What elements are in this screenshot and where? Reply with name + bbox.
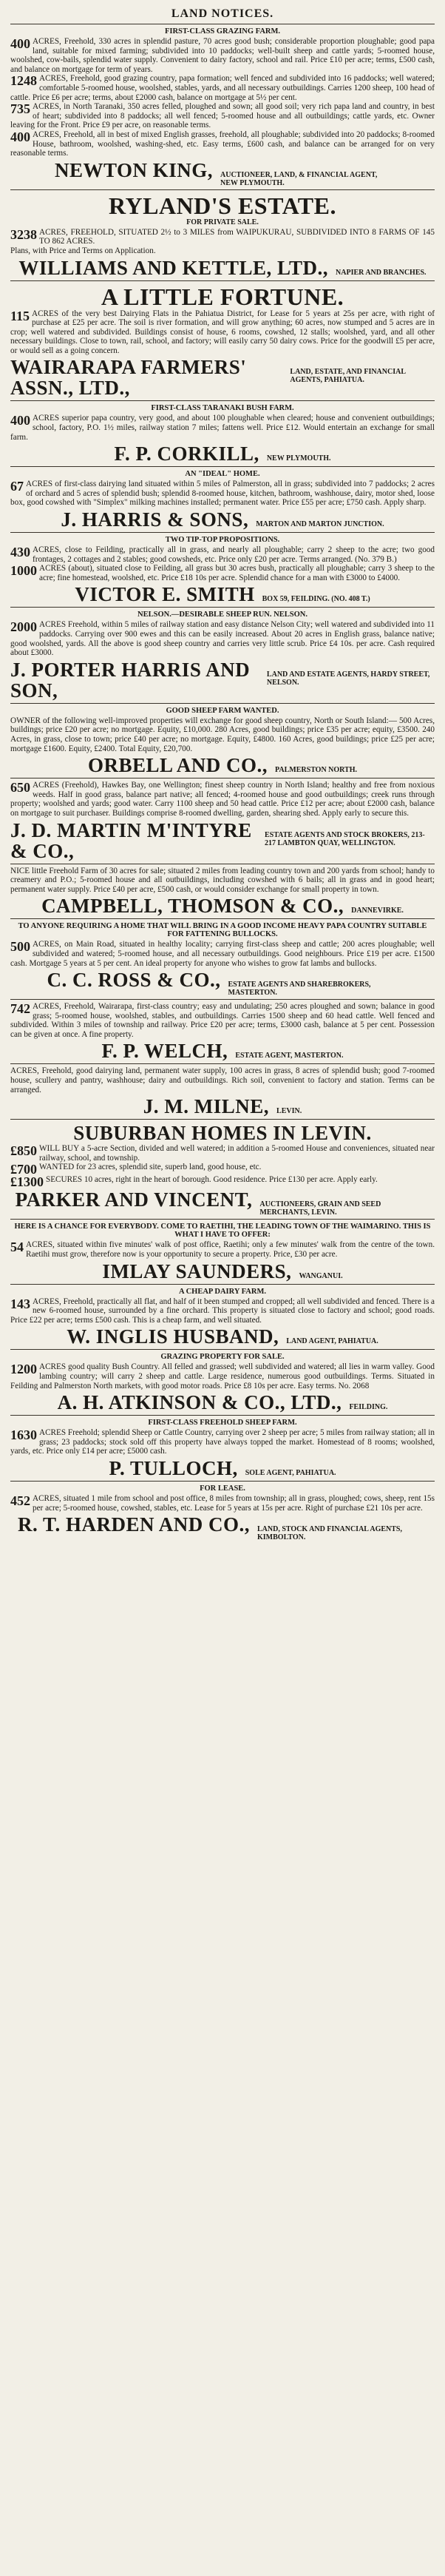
acreage-number: 430 (10, 545, 30, 560)
ad-paragraph (10, 102, 435, 130)
ad-paragraph (10, 414, 435, 442)
land-ad (10, 1349, 435, 1415)
ad-text: ACRES Freehold, within 5 miles of railway station and easy distance Nelson City; well watered and subdivided into 11 paddocks. Carrying over 900 ewes and this can be easily increased. About 20 acres in English grass, balance native; good woolshed, yards. All the above is good sheep country and carries very little scrub. Price £4 10s. per acre. Cash required about £3000. (10, 620, 435, 658)
acreage-number: 650 (10, 780, 30, 796)
ad-text: WANTED for 23 acres, splendid site, superb land, good house, etc. (39, 1163, 262, 1172)
ad-text: ACRES of first-class dairying land situated within 5 miles of Palmerston, all in grass; subdivided into 7 paddocks; 2 acres of orchard and 5 acres of splendid bush; splendid 8-roomed house, kitchen, bathroom, washhouse, dairy, motor shed, loose box, good cowshed with "Simplex" milking machines installed; permanent water. Price £55 per acre; £750 cash. Apply sharp. (10, 480, 435, 508)
ad-text: ACRES, Freehold, 330 acres in splendid pasture, 70 acres good bush; considerable proportion ploughable; good papa land, suitable for mixed farming; subdivided into 10 paddocks; well-built sheep and cattle yards; 5-roomed house, woolshed, cow-bails, splendid water supply. Convenient to dairy factory, school and rail. Price £10 per acre; terms, £500 cash, and balance on mortgage for term of years. (10, 37, 435, 74)
agent-signature (10, 509, 435, 530)
ad-text: ACRES, in North Taranaki, 350 acres felled, ploughed and sown; all good soil; very rich papa land and country, in best of heart; subdivided into 8 paddocks; all well fenced; 5-roomed house and all outbuildings; cattle yards, etc. Owner leaving for the Front. Price £9 per acre, on reasonable terms. (10, 102, 435, 130)
ad-text: NICE little Freehold Farm of 30 acres for sale; situated 2 miles from leading country town and 200 yards from school; handy to creamery and P.O.; 5-roomed house and all outbuildings, including cowshed with 6 bails; all in grass and in good heart; permanent water supply. Price £40 per acre, £500 cash, or would consider exchange for small property in town. (10, 866, 435, 894)
ad-heading: A CHEAP DAIRY FARM. (178, 1287, 267, 1296)
ad-text: ACRES good quality Bush Country. All felled and grassed; well subdivided and watered; all lies in warm valley. Good lambing country; will carry 2 sheep and cattle. Large residence, numerous good outbuildings. Terms. Situated in Feilding and Palmerston North markets, with good motor roads. Price £8 10s per acre. Easy terms. No. 2068 (10, 1362, 435, 1390)
ad-paragraph (10, 1297, 435, 1325)
agent-description: ESTATE AGENTS AND SHAREBROKERS, MASTERTON. (228, 981, 371, 998)
agent-description: LEVIN. (276, 1107, 302, 1116)
agent-name: W. INGLIS HUSBAND, (67, 1325, 279, 1348)
ad-paragraph (10, 309, 435, 356)
land-ad (10, 1284, 435, 1350)
agent-signature (10, 1326, 435, 1347)
ad-display-title: SUBURBAN HOMES IN LEVIN. (73, 1122, 372, 1145)
acreage-number: 2000 (10, 619, 37, 635)
ad-paragraph (10, 228, 435, 246)
ad-paragraph (10, 1428, 435, 1456)
ad-text: ACRES, Freehold, practically all flat, and half of it been stumped and cropped; all well subdivided and fenced. There is a new 6-roomed house, surrounded by a fine orchard. This property is situated close to factory and school; good roads. Price £22 per acre; terms £500 cash. This is a cheap farm, and well situated. (10, 1297, 435, 1325)
agent-name: IMLAY SAUNDERS, (102, 1260, 292, 1282)
acreage-number: £850 (10, 1143, 37, 1159)
ad-text: ACRES (about), situated close to Feilding, all grass but 30 acres bush, practically all ploughable; carry 3 sheep to the acre; fine homestead, woolshed, etc. Price £18 10s per acre. Splendid chance for a man with £3000 to £4000. (39, 564, 435, 582)
agent-name: J. PORTER HARRIS AND SON, (10, 658, 251, 702)
acreage-number: 500 (10, 939, 30, 955)
acreage-number: 143 (10, 1296, 30, 1311)
acreage-number: 3238 (10, 226, 37, 242)
land-ad (10, 466, 435, 532)
acreage-number: 115 (10, 308, 30, 323)
ad-text: ACRES of the very best Dairying Flats in the Pahiatua District, for Lease for 5 years at 25s per acre, with right of purchase at £25 per acre. The soil is river formation, and will grow anything; 60 acres, now stumped and 5 acres are in crop; well watered and subdivided. Buildings consist of house, 6 rooms, cowshed, 12 stalls; woolshed, yard, and all other necessary buildings. Close to town, rail, school, and factory; will easily carry 50 dairy cows. Price for the goodwill £5 per acre, or would sell as a going concern. (10, 309, 435, 355)
acreage-number: 67 (10, 479, 24, 494)
ad-text: ACRES superior papa country, very good, and about 100 ploughable when cleared; house and convenient outbuildings; school, factory, P.O. 1½ miles, railway station 7 miles; fattens well. Price £12. Would entertain an exchange for small farm. (10, 414, 435, 442)
agent-description: PALMERSTON NORTH. (275, 766, 358, 775)
acreage-number: 1000 (10, 563, 37, 579)
agent-signature (10, 1514, 435, 1541)
ad-paragraph (10, 620, 435, 657)
ad-heading: NELSON.—DESIRABLE SHEEP RUN. NELSON. (137, 611, 308, 619)
ad-text: ACRES, situated 1 mile from school and post office, 8 miles from township; all in grass, ploughed; cows, sheep, rent 15s per acre; 5-roomed house, cowshed, stables, etc. Lease for 5 years at 15s per acre. Right of purchase £21 10s per acre. (33, 1493, 435, 1513)
ad-paragraph (10, 867, 435, 895)
ad-heading: GOOD SHEEP FARM WANTED. (166, 706, 279, 715)
agent-signature (10, 160, 435, 187)
ad-display-title: A LITTLE FORTUNE. (101, 283, 344, 310)
agent-signature (10, 443, 435, 464)
ad-heading: AN "IDEAL" HOME. (185, 470, 260, 479)
acreage-number: £700 (10, 1162, 37, 1177)
ad-heading: TWO TIP-TOP PROPOSITIONS. (165, 536, 280, 545)
agent-name: F. P. WELCH, (101, 1040, 228, 1063)
agent-signature (10, 1189, 435, 1217)
ad-text: ACRES, on Main Road, situated in healthy locality; carrying first-class sheep and cattle; 200 acres ploughable; well subdivided and watered; 5-roomed house, and all necessary outbuildings. Good neighbours. Price £19 per acre. £1500 cash. Mortgage 5 years at 5 per cent. An ideal property for anyone who wishes to grow fat lambs and bullocks. (10, 940, 435, 968)
ad-heading: FIRST-CLASS GRAZING FARM. (164, 27, 281, 36)
ad-text: ACRES Freehold; splendid Sheep or Cattle Country, carrying over 2 sheep per acre; 5 miles from railway station; all in grass; 23 paddocks; stock sold off this property have always topped the market. Homestead of 8 rooms; woolshed, yards, etc. Price only £14 per acre; £5000 cash. (10, 1428, 435, 1456)
agent-signature (10, 1458, 435, 1479)
land-ad (10, 1415, 435, 1481)
ad-paragraph (10, 246, 435, 256)
ad-paragraph (10, 1494, 435, 1513)
agent-description: MARTON AND MARTON JUNCTION. (256, 520, 384, 529)
ad-paragraph (10, 1240, 435, 1259)
land-ad (10, 189, 435, 280)
land-ad (10, 1219, 435, 1283)
agent-description: NAPIER AND BRANCHES. (336, 268, 427, 277)
ad-paragraph (10, 1362, 435, 1390)
ad-paragraph (10, 1144, 435, 1163)
acreage-number: 400 (10, 129, 30, 144)
agent-signature (10, 1261, 435, 1282)
land-ad (10, 280, 435, 401)
acreage-number: 1200 (10, 1362, 37, 1377)
ad-heading: GRAZING PROPERTY FOR SALE. (160, 1353, 285, 1362)
ad-paragraph (10, 37, 435, 74)
agent-signature (10, 1040, 435, 1061)
agent-description: NEW PLYMOUTH. (266, 454, 331, 463)
agent-signature (10, 1096, 435, 1117)
ad-heading: FIRST-CLASS FREEHOLD SHEEP FARM. (148, 1419, 297, 1427)
ad-text: ACRES, situated within five minutes' walk of post office, Raetihi; only a few minutes' walk from the centre of the town. Raetihi must grow, therefore now is your opportunity to secure a property. Price, £30 per acre. (26, 1240, 435, 1260)
agent-name: J. HARRIS & SONS, (61, 508, 249, 531)
ad-heading: FOR LEASE. (200, 1484, 245, 1493)
ad-text: ACRES, Freehold, all in best of mixed English grasses, freehold, all ploughable; subdivided into 20 paddocks; 8-roomed House, bathroom, woolshed, washing-shed, etc. Easy terms, £600 cash, and balance can be arranged for on very reasonable terms. (10, 130, 435, 158)
agent-name: ORBELL AND CO., (87, 754, 268, 777)
acreage-number: £1300 (10, 1174, 44, 1190)
agent-name: R. T. HARDEN AND CO., (17, 1513, 251, 1536)
agent-name: J. D. MARTIN M'INTYRE & CO., (10, 818, 252, 862)
agent-signature (10, 820, 435, 861)
agent-name: NEWTON KING, (54, 158, 214, 181)
agent-signature (10, 1392, 435, 1413)
agent-signature (10, 584, 435, 605)
agent-name: P. TULLOCH, (109, 1456, 238, 1479)
ad-paragraph (10, 1163, 435, 1175)
ad-text: ACRES (Freehold), Hawkes Bay, one Wellington; finest sheep country in North Island; healthy and free from noxious weeds. Half in good grass, balance part native; all fenced; 4-roomed house and good outbuildings; creek runs through property; woolshed and yards; good water. Carry 1100 sheep and 50 head cattle. Price £12 per acre; about £2000 cash, balance on mortgage to suit purchaser. Buildings comprise 8-roomed dwelling, garden, shearing shed. Apply early to secure this. (10, 781, 435, 818)
ad-text: ACRES, FREEHOLD, SITUATED 2½ to 3 MILES from WAIPUKURAU, SUBDIVIDED INTO 8 FARMS OF 145 TO 862 ACRES. (39, 227, 435, 246)
land-ad (10, 918, 435, 999)
ad-subtitle: FOR PRIVATE SALE. (186, 218, 259, 226)
agent-description: WANGANUI. (299, 1271, 343, 1280)
agent-description: SOLE AGENT, PAHIATUA. (245, 1468, 336, 1477)
ad-text: WILL BUY a 5-acre Section, divided and well watered; in addition a 5-roomed House and conveniences, situated near railway, school, and township. (39, 1144, 435, 1163)
land-ad (10, 1063, 435, 1119)
agent-name: WILLIAMS AND KETTLE, LTD., (18, 256, 329, 279)
acreage-number: 1630 (10, 1427, 37, 1443)
agent-signature (10, 969, 435, 997)
ad-heading: TO ANYONE REQUIRING A HOME THAT WILL BRING IN A GOOD INCOME HEAVY PAPA COUNTRY SUITABLE FOR FATTENING BULLOCKS. (18, 922, 427, 939)
agent-signature (10, 258, 435, 278)
ad-paragraph (10, 480, 435, 508)
agent-description: ESTATE AGENT, MASTERTON. (235, 1052, 344, 1060)
ad-paragraph (10, 1002, 435, 1039)
acreage-number: 735 (10, 101, 30, 117)
ad-paragraph (10, 130, 435, 158)
land-ad (10, 864, 435, 919)
land-ad (10, 703, 435, 778)
agent-description: DANNEVIRKE. (351, 907, 404, 915)
acreage-number: 742 (10, 1001, 30, 1017)
ad-paragraph (10, 781, 435, 818)
acreage-number: 400 (10, 36, 30, 51)
agent-signature (10, 659, 435, 701)
agent-name: A. H. ATKINSON & CO., LTD., (57, 1391, 342, 1414)
ad-paragraph (10, 564, 435, 582)
agent-signature (10, 357, 435, 398)
agent-name: F. P. CORKILL, (114, 443, 259, 465)
ad-text: ACRES, Freehold, Wairarapa, first-class country; easy and undulating; 250 acres ploughed and sown; balance in good grass; 5-roomed house, woolshed, stables, and outbuildings. Carries 1500 sheep and 60 head cattle. Well fenced and subdivided. Within 3 miles of township and railway. Price £20 per acre; terms, £3000 cash, balance at 5 per cent. Possession can be given at once. A fine property. (10, 1002, 435, 1039)
agent-signature (10, 895, 435, 916)
agent-description: LAND, STOCK AND FINANCIAL AGENTS, KIMBOLTON. (257, 1525, 402, 1542)
ad-text: ACRES, Freehold, good dairying land, permanent water supply, 100 acres in grass, 8 acres of splendid bush; good 7-roomed house, scullery and pantry, washhouse; dairy and outbuildings. Rich soil, convenient to factory and station. Terms can be arranged. (10, 1066, 435, 1094)
ad-paragraph (10, 1175, 435, 1188)
agent-name: WAIRARAPA FARMERS' ASSN., LTD., (10, 356, 247, 400)
ad-display-title: RYLAND'S ESTATE. (109, 192, 336, 219)
ad-heading: FIRST-CLASS TARANAKI BUSH FARM. (151, 404, 294, 413)
agent-description: LAND, ESTATE, AND FINANCIAL AGENTS, PAHIATUA. (290, 368, 406, 385)
agent-signature (10, 755, 435, 776)
ad-paragraph (10, 74, 435, 102)
land-ad (10, 1119, 435, 1219)
agent-description: AUCTIONEERS, GRAIN AND SEED MERCHANTS, LEVIN. (259, 1200, 381, 1217)
ad-paragraph (10, 545, 435, 564)
ad-paragraph (10, 940, 435, 968)
agent-description: ESTATE AGENTS AND STOCK BROKERS, 213-217 LAMBTON QUAY, WELLINGTON. (265, 830, 425, 847)
acreage-number: 452 (10, 1493, 30, 1508)
classified-ads (10, 24, 435, 1544)
ad-text: Plans, with Price and Terms on Application. (10, 246, 156, 255)
ad-text: SECURES 10 acres, right in the heart of borough. Good residence. Price £130 per acre. Apply early. (46, 1175, 378, 1185)
land-ad (10, 532, 435, 607)
agent-description: LAND AGENT, PAHIATUA. (286, 1337, 378, 1346)
land-ad (10, 999, 435, 1063)
land-ad (10, 778, 435, 863)
agent-name: CAMPBELL, THOMSON & CO., (41, 895, 344, 918)
ad-text: ACRES, Freehold, good grazing country, papa formation; well fenced and subdivided into 16 paddocks; well watered; comfortable 5-roomed house, woolshed, stables, yards, and all necessary outbuildings. Carries 1200 sheep, 100 head of cattle. Price £6 per acre; terms, about £2000 cash, balance on mortgage at 5½ per cent. (10, 74, 435, 102)
agent-name: PARKER AND VINCENT, (15, 1188, 253, 1211)
agent-name: VICTOR E. SMITH (75, 583, 255, 606)
ad-text: OWNER of the following well-improved properties will exchange for good sheep country, North or South Island:— 500 Acres, buildings; price £20 per acre; no mortgage. Equity, £10,000. 280 Acres, good buildings; price £35 per acre; equity, £3500. 240 Acres, in grass, close to town; price £40 per acre; no mortgage. Equity, £4800. 160 Acres, good buildings; price £25 per acre; mortgage £1600. Equity, £2400. Total Equity, £20,700. (10, 716, 435, 753)
ad-paragraph (10, 1066, 435, 1094)
land-ad (10, 1481, 435, 1544)
agent-description: AUCTIONEER, LAND, & FINANCIAL AGENT, NEW PLYMOUTH. (220, 170, 378, 187)
land-ad (10, 607, 435, 702)
ad-text: ACRES, close to Feilding, practically all in grass, and nearly all ploughable; carry 2 sheep to the acre; two good frontages, 2 cottages and 2 stables; good cowsheds, etc. Price only £20 per acre. Terms arranged. (No. 379 B.) (33, 545, 435, 564)
land-ad (10, 24, 435, 189)
land-ad (10, 400, 435, 466)
acreage-number: 1248 (10, 73, 37, 89)
acreage-number: 400 (10, 413, 30, 428)
agent-name: J. M. MILNE, (143, 1095, 270, 1118)
agent-description: FEILDING. (349, 1403, 388, 1412)
acreage-number: 54 (10, 1240, 24, 1255)
agent-description: LAND AND ESTATE AGENTS, HARDY STREET, NELSON. (266, 670, 430, 687)
agent-description: BOX 59, FEILDING. (NO. 408 T.) (262, 595, 370, 604)
agent-name: C. C. ROSS & CO., (47, 969, 221, 992)
column-title: LAND NOTICES. (171, 7, 274, 20)
ad-paragraph (10, 716, 435, 753)
ad-heading: HERE IS A CHANCE FOR EVERYBODY. COME TO RAETIHI, THE LEADING TOWN OF THE WAIMARINO. THIS IS WHAT I HAVE TO OFFER: (14, 1223, 431, 1240)
